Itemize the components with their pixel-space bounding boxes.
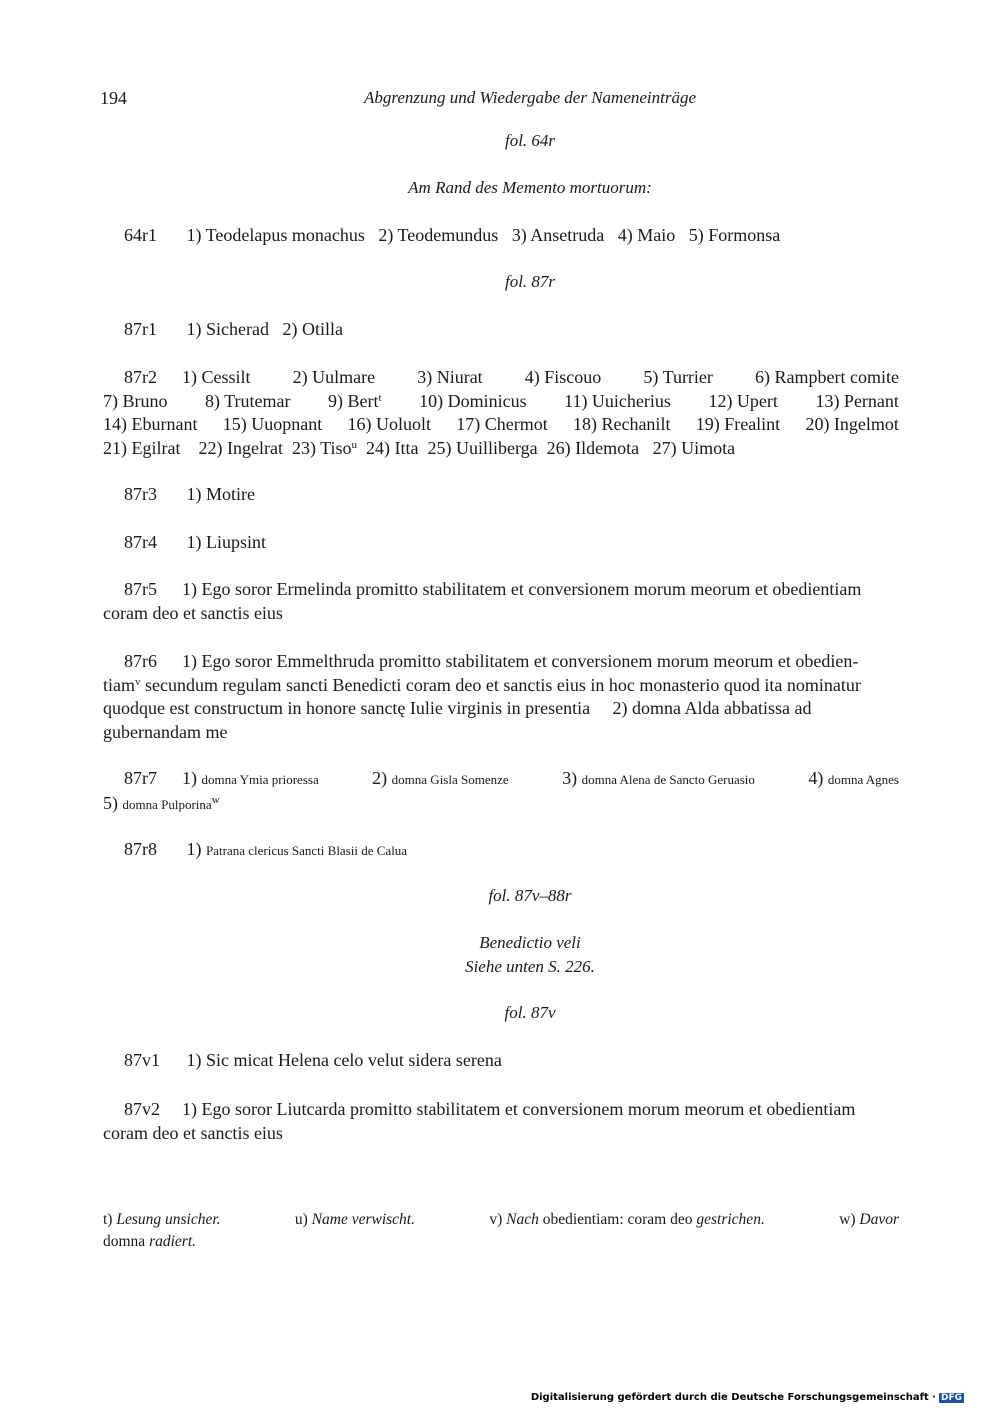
item-number: 4) <box>808 768 824 788</box>
name-item: 4) Fiscouo <box>524 367 602 387</box>
entry-87r3 <box>103 483 899 507</box>
folio-heading-87v-88r: fol. 87v–88r <box>488 886 572 905</box>
entry-id: 87r7 <box>124 768 157 788</box>
item-text: Patrana clericus Sancti Blasii de Calua <box>206 843 408 858</box>
entry-id: 87r3 <box>124 484 157 504</box>
name-item: 13) Pernant <box>815 390 899 411</box>
entry-id: 87v2 <box>124 1099 160 1119</box>
name-item <box>808 767 899 792</box>
name-item <box>182 767 319 792</box>
footnote-text: gestrichen. <box>696 1211 765 1228</box>
entry-text: secundum regulam sancti Benedicti coram deo et sanctis eius in hoc monasterio quod ita nominatur <box>140 674 861 695</box>
entry-87r6 <box>103 650 899 744</box>
entry-line: coram deo et sanctis eius <box>103 1122 283 1143</box>
name-item <box>328 390 382 414</box>
footnote-u <box>295 1209 415 1231</box>
name-item: 26) Ildemota <box>546 437 640 458</box>
item-text: domna Gisla Somenze <box>391 772 509 787</box>
footnote-text: Lesung unsicher. <box>116 1211 221 1228</box>
entry-87v1 <box>103 1049 899 1073</box>
entry-line <box>103 413 899 437</box>
entry-text: 1) Sic micat Helena celo velut sidera serena <box>186 1050 502 1070</box>
name-item: 3) Ansetruda <box>511 225 605 245</box>
footnote-label: u) <box>294 1211 308 1228</box>
entry-line <box>103 767 899 792</box>
entry-line <box>103 674 899 698</box>
footnote-v <box>489 1209 765 1231</box>
entry-line <box>103 650 899 674</box>
footnote-w <box>839 1209 899 1231</box>
name-item: 14) Eburnant <box>103 414 198 434</box>
entry-text: 1) Ego soror Liutcarda promitto stabilitatem et conversionem morum meorum et obedientiam <box>182 1099 856 1119</box>
footnote-line <box>103 1209 899 1231</box>
name-item: 1) Teodelapus monachus <box>186 225 365 245</box>
name-item: 21) Egilrat <box>103 437 181 458</box>
item-text: domna Ymia prioressa <box>201 772 319 787</box>
footnote-t <box>103 1209 221 1231</box>
item-number: 1) <box>182 768 197 788</box>
name-item <box>372 767 508 792</box>
footnote-label: w) <box>839 1211 856 1228</box>
folio-heading-64r: fol. 64r <box>504 131 556 150</box>
entry-87r7 <box>103 767 899 816</box>
entry-id: 87r8 <box>124 839 157 859</box>
entry-id: 87r1 <box>124 319 157 339</box>
entry-87r1 <box>103 318 899 342</box>
folio-heading-87v: fol. 87v <box>504 1003 556 1022</box>
entry-text: 1) Liupsint <box>186 532 266 552</box>
entry-line: coram deo et sanctis eius <box>103 602 283 623</box>
entry-id: 87r5 <box>124 579 157 599</box>
entry-id: 87r2 <box>124 367 157 387</box>
margin-note-heading: Am Rand des Memento mortuorum: <box>408 178 652 197</box>
footnote-text: Name verwischt. <box>311 1211 415 1228</box>
entry-line: quodque est constructum in honore sanctę Iulie virginis in presentia 2) domna Alda abbatissa ad <box>103 698 812 718</box>
entry-87r5 <box>103 578 899 625</box>
item-text: domna Agnes <box>827 772 899 787</box>
entry-87r8 <box>103 838 899 863</box>
item-number: 5) <box>103 792 118 813</box>
folio-heading-87r: fol. 87r <box>504 272 556 291</box>
entry-line <box>103 578 899 602</box>
entry-id: 87r6 <box>124 651 157 671</box>
name-item: 16) Uoluolt <box>347 414 431 434</box>
footnote-marker: v <box>135 675 141 688</box>
footnote-text: obedientiam: coram deo <box>538 1211 697 1228</box>
name-item: 17) Chermot <box>456 414 548 434</box>
entry-text: tiam <box>103 674 135 695</box>
footnote-marker: t <box>378 391 382 404</box>
benedictio-heading: Benedictio veli <box>479 933 581 952</box>
footnote-text: Davor <box>859 1211 899 1228</box>
entry-line <box>103 437 899 461</box>
name-item: 7) Bruno <box>103 390 168 411</box>
name-item: 12) Upert <box>708 390 778 411</box>
name-item: 20) Ingelmot <box>805 414 899 434</box>
footnote-label: v) <box>489 1211 503 1228</box>
entry-87v2 <box>103 1098 899 1145</box>
footnote-marker: w <box>211 793 220 806</box>
footnotes <box>103 1209 899 1253</box>
name-item: 2) Otilla <box>282 319 343 339</box>
item-number: 1) <box>186 839 202 859</box>
name-item: 5) Turrier <box>643 367 713 387</box>
entry-id: 87r4 <box>124 532 157 552</box>
footnote-line <box>103 1231 899 1253</box>
entry-text: 1) Ego soror Ermelinda promitto stabilitatem et conversionem morum meorum et obedientiam <box>182 579 862 599</box>
name-item <box>292 437 357 461</box>
name-text: 9) Bert <box>328 390 379 411</box>
entry-id: 87v1 <box>124 1050 160 1070</box>
entry-87r4 <box>103 531 899 555</box>
name-item: 19) Frealint <box>695 414 781 434</box>
name-item: 6) Rampbert comite <box>755 367 899 387</box>
name-item: 27) Uimota <box>652 437 736 458</box>
digitization-text: Digitalisierung gefördert durch die Deutsche Forschungsgemeinschaft <box>530 1392 929 1403</box>
footnote-text: Nach <box>506 1211 539 1228</box>
footnote-marker: u <box>351 438 357 451</box>
name-item: 25) Uuilliberga <box>427 437 538 458</box>
name-item: 2) Uulmare <box>292 367 376 387</box>
name-item: 24) Itta <box>366 437 419 458</box>
dfg-logo: DFG <box>940 1393 962 1403</box>
item-text: domna Alena de Sancto Geruasio <box>581 772 755 787</box>
name-item: 11) Uuicherius <box>564 390 671 411</box>
entry-64r1 <box>103 224 899 248</box>
name-item: 10) Dominicus <box>419 390 527 411</box>
footnote-text: domna <box>103 1233 150 1250</box>
name-item: 2) Teodemundus <box>378 225 499 245</box>
name-item: 4) Maio <box>617 225 676 245</box>
name-item: 18) Rechanilt <box>572 414 671 434</box>
entry-line <box>103 366 899 390</box>
footnote-text: radiert. <box>149 1233 196 1250</box>
running-title: Abgrenzung und Wiedergabe der Nameneinträge <box>363 88 697 107</box>
item-number: 3) <box>562 768 578 788</box>
footnote-label: t) <box>103 1211 113 1228</box>
name-item: 1) Sicherad <box>186 319 269 339</box>
cross-reference: Siehe unten S. 226. <box>465 957 595 976</box>
name-item: 5) Formonsa <box>688 225 781 245</box>
name-item: 1) Cessilt <box>182 367 251 387</box>
entry-id: 64r1 <box>124 225 157 245</box>
name-item: 8) Trutemar <box>205 390 291 411</box>
entry-text: 1) Motire <box>186 484 255 504</box>
entry-line <box>103 792 899 817</box>
entry-line <box>103 1098 899 1122</box>
name-item: 15) Uuopnant <box>222 414 323 434</box>
name-item: 3) Niurat <box>417 367 483 387</box>
item-text: domna Pulporina <box>122 796 212 812</box>
entry-line: gubernandam me <box>103 721 228 742</box>
entry-text: 1) Ego soror Emmelthruda promitto stabilitatem et conversionem morum meorum et obedien- <box>182 651 859 671</box>
page-number: 194 <box>100 88 127 108</box>
item-number: 2) <box>372 768 388 788</box>
name-text: 23) Tiso <box>291 437 352 458</box>
name-item <box>562 767 755 792</box>
entry-87r2 <box>103 366 899 460</box>
name-item: 22) Ingelrat <box>198 437 283 458</box>
digitization-note: Digitalisierung gefördert durch die Deutsche Forschungsgemeinschaft · DFG <box>530 1392 962 1403</box>
entry-line <box>103 390 899 414</box>
